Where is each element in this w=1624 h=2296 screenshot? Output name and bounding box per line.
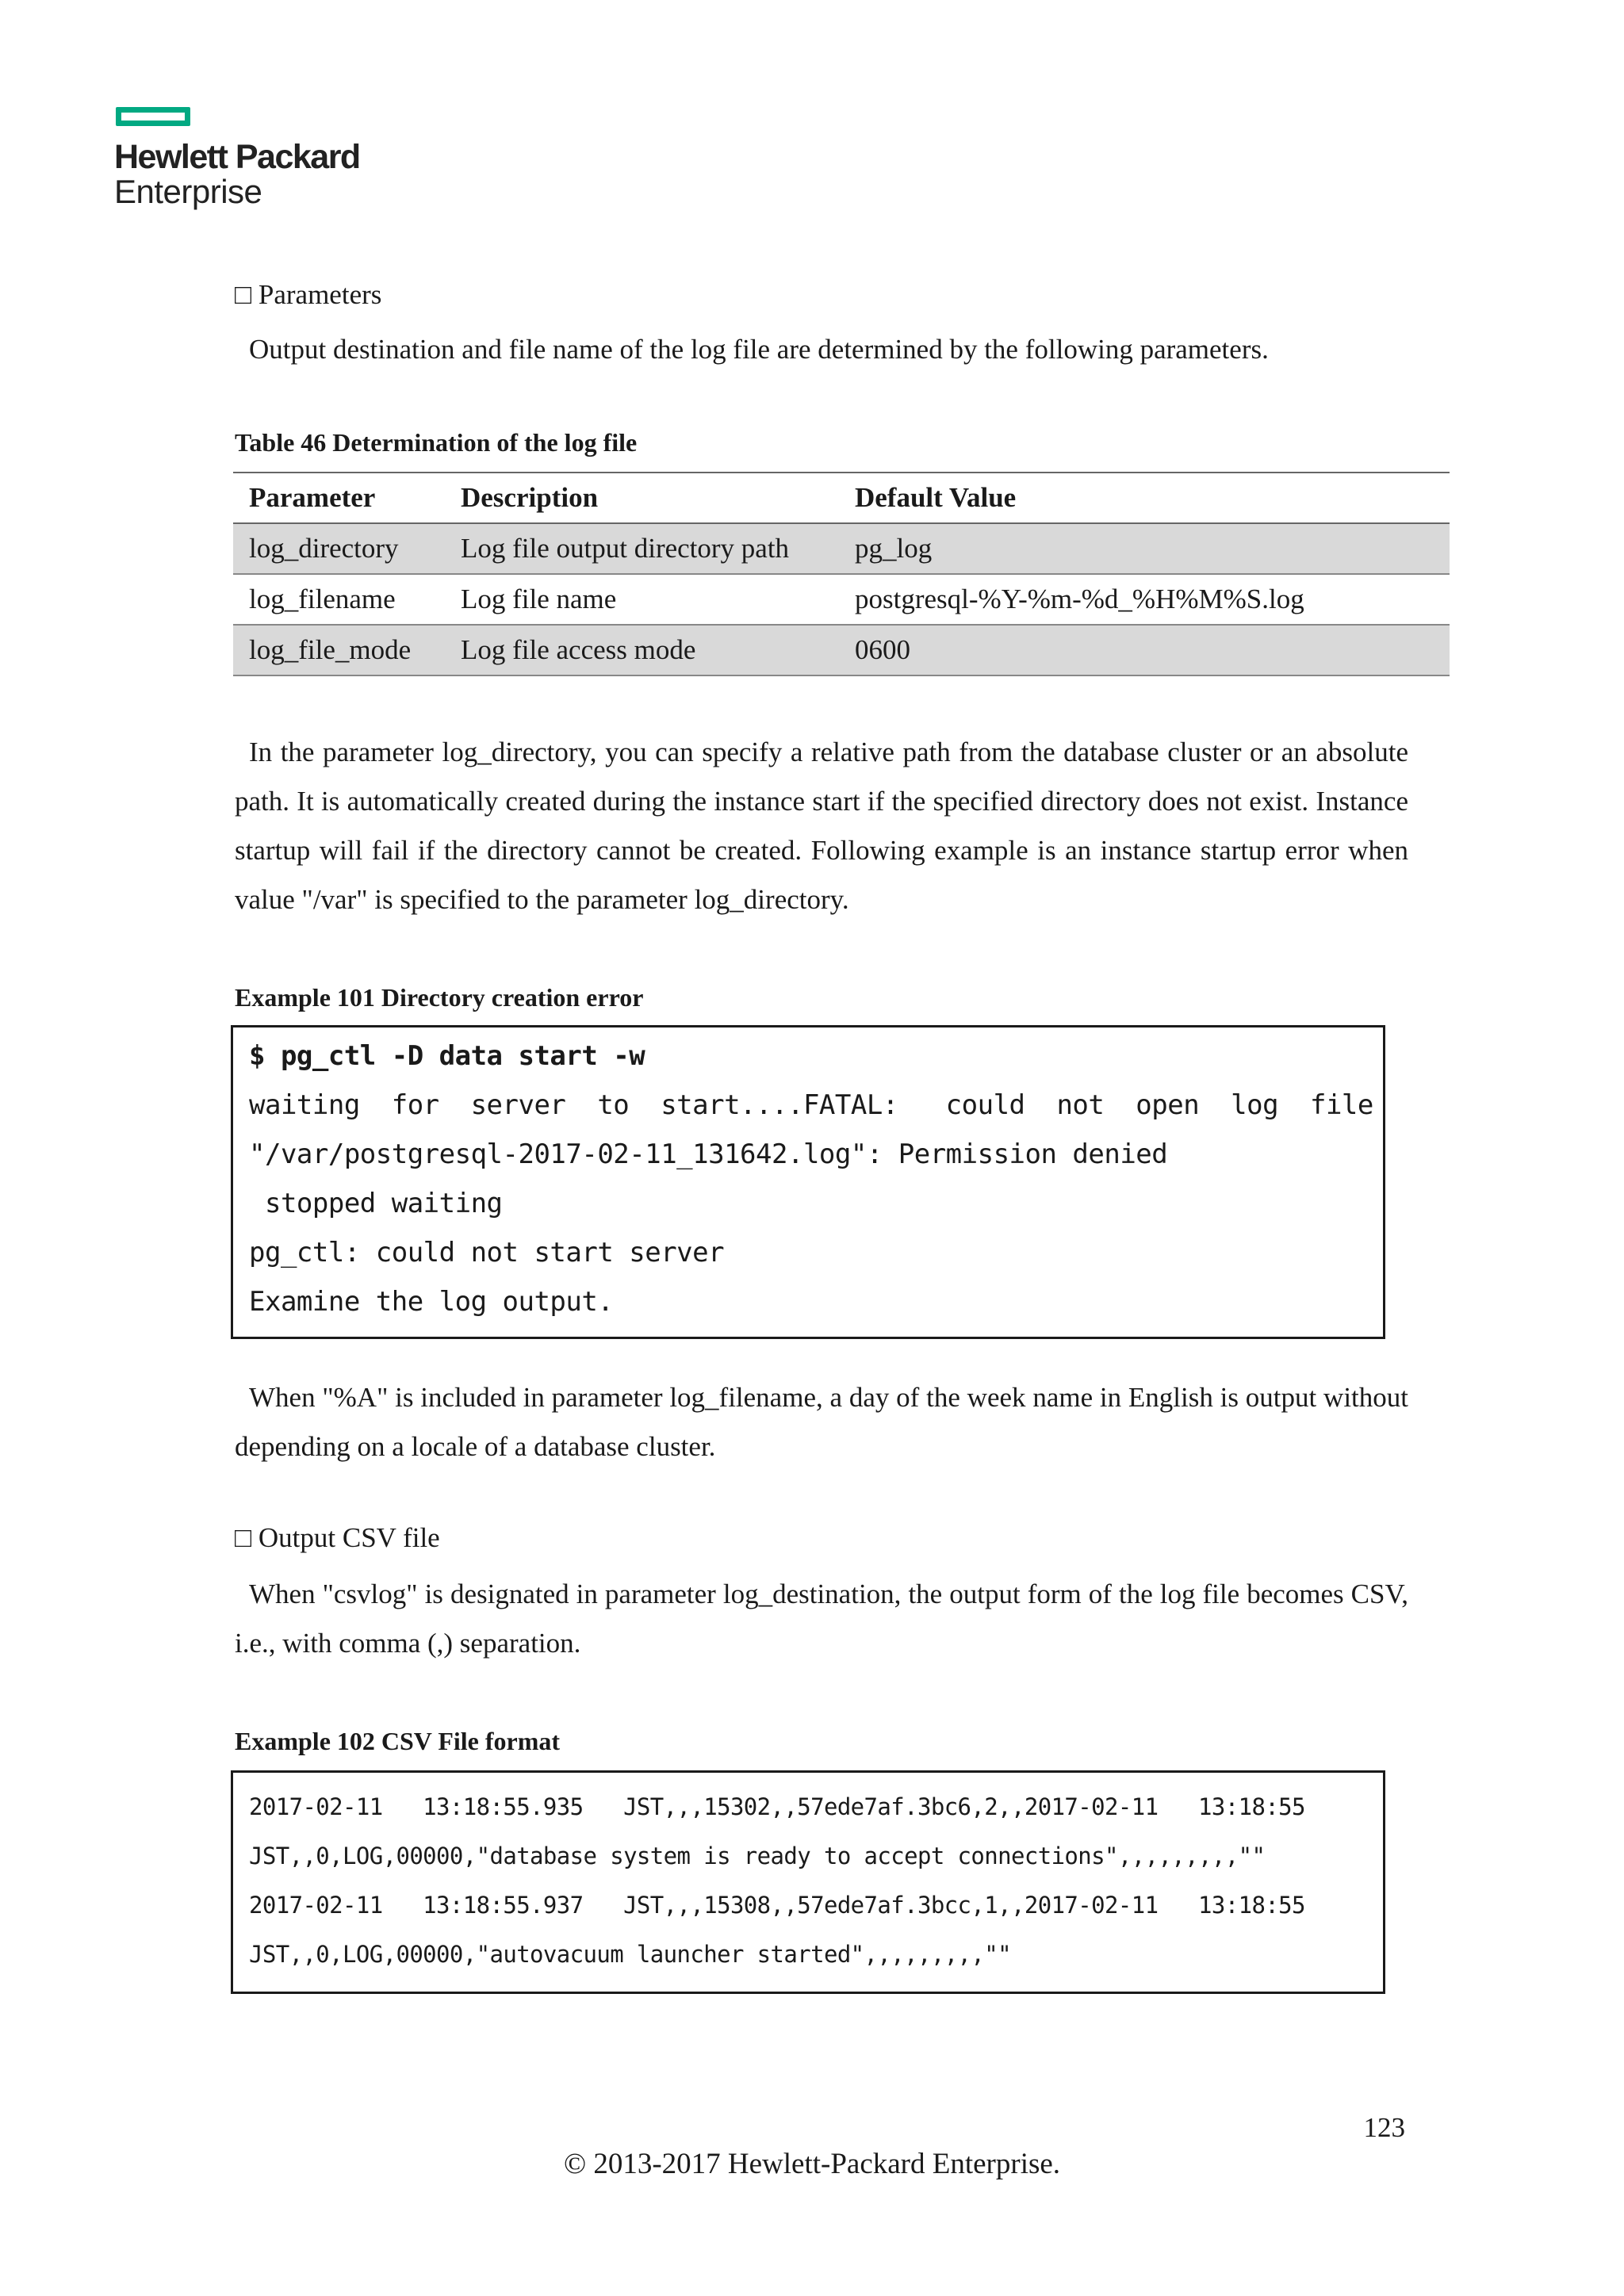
example-101-caption: Example 101 Directory creation error (235, 983, 644, 1012)
parameters-heading: □ Parameters (235, 279, 382, 310)
example-101-code (231, 1025, 1385, 1339)
cell-parameter: log_directory (233, 523, 445, 574)
parameters-intro: Output destination and file name of the log file are determined by the following parameters. (249, 334, 1269, 365)
cell-description: Log file access mode (445, 625, 839, 675)
header-description: Description (445, 473, 839, 523)
logo-line1: Hewlett Packard (114, 138, 360, 176)
table-row (233, 625, 1450, 675)
header-default-value: Default Value (839, 473, 1450, 523)
code-line: JST,,0,LOG,00000,"autovacuum launcher started",,,,,,,,,"" (249, 1941, 1011, 1968)
code-line: 2017-02-11 13:18:55.935 JST,,,15302,,57ede7af.3bc6,2,,2017-02-11 13:18:55 (249, 1793, 1305, 1820)
logo-line2: Enterprise (114, 173, 262, 210)
table-46-caption: Table 46 Determination of the log file (235, 428, 638, 457)
log-file-table (233, 472, 1450, 676)
cell-default-value: postgresql-%Y-%m-%d_%H%M%S.log (839, 574, 1450, 625)
cell-parameter: log_filename (233, 574, 445, 625)
percent-a-paragraph: When "%A" is included in parameter log_filename, a day of the week name in English is output without depending on a locale of a database cluster. (235, 1382, 1408, 1462)
code-line: 2017-02-11 13:18:55.937 JST,,,15308,,57ede7af.3bcc,1,,2017-02-11 13:18:55 (249, 1892, 1305, 1919)
cell-description: Log file name (445, 574, 839, 625)
code-line: waiting for server to start....FATAL: could not open log file (249, 1089, 1373, 1121)
table-header-row (233, 473, 1450, 523)
cell-default-value: pg_log (839, 523, 1450, 574)
example-102-caption: Example 102 CSV File format (235, 1727, 561, 1755)
code-line: $ pg_ctl -D data start -w (249, 1040, 645, 1072)
cell-description: Log file output directory path (445, 523, 839, 574)
copyright-footer: © 2013-2017 Hewlett-Packard Enterprise. (563, 2148, 1061, 2180)
csv-paragraph: When "csvlog" is designated in parameter log_destination, the output form of the log file becomes CSV, i.e., with comma (,) separation. (235, 1578, 1408, 1659)
cell-default-value: 0600 (839, 625, 1450, 675)
log-directory-paragraph: In the parameter log_directory, you can specify a relative path from the database cluster or an absolute path. It is automatically created during the instance start if the specified directory does not exist. Instance startup will fail if the directory cannot be created. Following example is an instance startup error when value "/var" is specified to the parameter log_directory. (235, 737, 1408, 915)
code-line: pg_ctl: could not start server (249, 1237, 725, 1269)
hpe-logo-bar (116, 107, 190, 126)
code-line: "/var/postgresql-2017-02-11_131642.log": Permission denied (249, 1138, 1168, 1170)
table-row (233, 523, 1450, 574)
hpe-logo (114, 140, 360, 209)
example-102-code (231, 1770, 1385, 1994)
csv-heading: □ Output CSV file (235, 1522, 440, 1553)
code-line: JST,,0,LOG,00000,"database system is ready to accept connections",,,,,,,,,"" (249, 1843, 1266, 1869)
table-row (233, 574, 1450, 625)
code-line: stopped waiting (249, 1188, 503, 1219)
page-number: 123 (1363, 2112, 1405, 2143)
header-parameter: Parameter (233, 473, 445, 523)
cell-parameter: log_file_mode (233, 625, 445, 675)
code-line: Examine the log output. (249, 1286, 614, 1318)
